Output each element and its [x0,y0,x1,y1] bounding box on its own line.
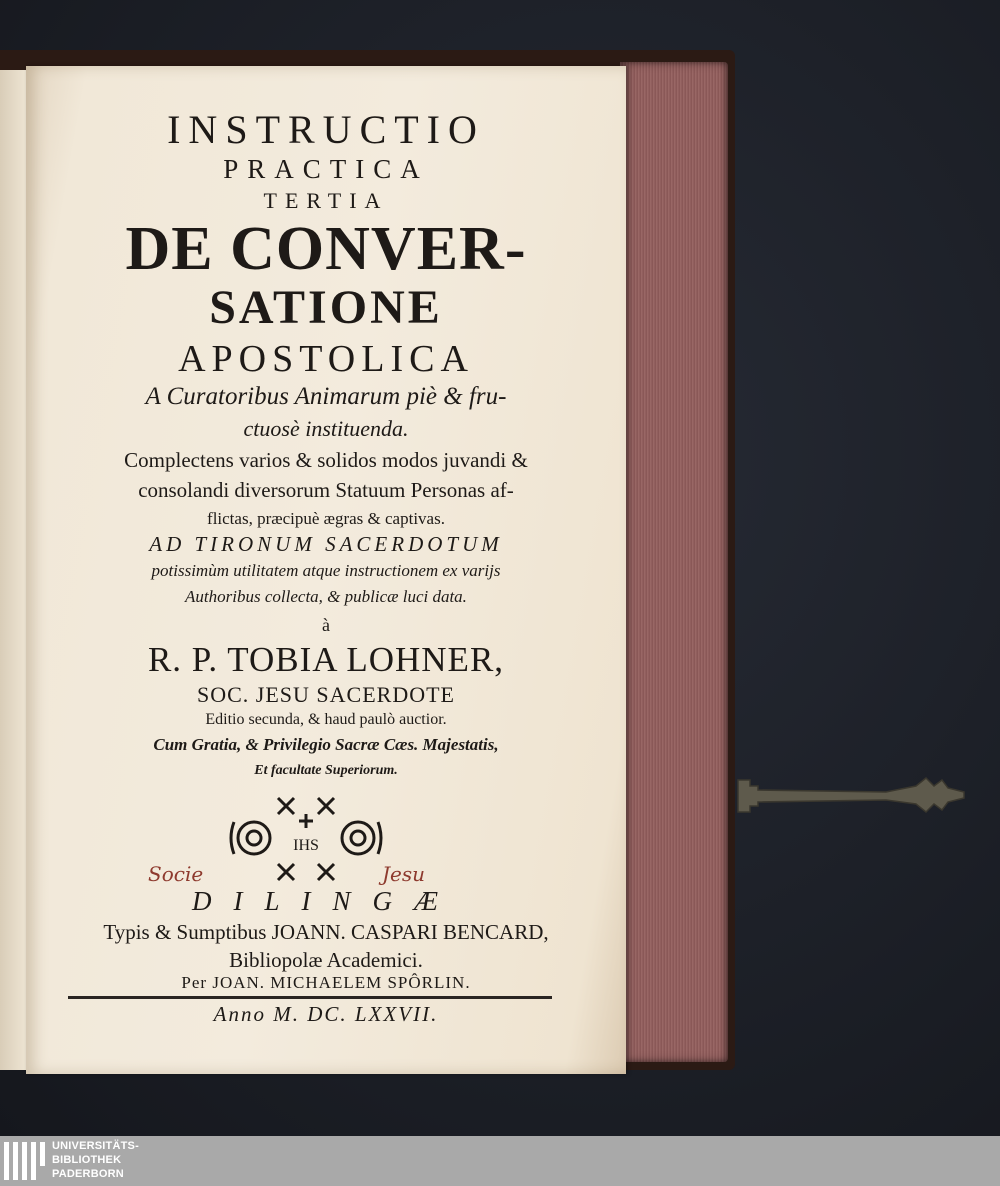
left-page-edge [0,70,28,1070]
title-page [26,66,626,1074]
divider-rule [68,996,552,999]
logo-line-3: PADERBORN [52,1168,124,1180]
ihs-emblem-icon [226,792,386,886]
logo-line-2: BIBLIOTHEK [52,1154,122,1166]
handwritten-note-left: Socie [148,862,204,886]
description-line-3: flictas, præcipuè ægras & captivas. [207,509,445,528]
subtitle-line-2: ctuosè instituenda. [243,416,409,441]
title-line-satione: SATIONE [209,281,443,334]
subtitle-line-1: A Curatoribus Animarum piè & fru- [145,383,507,410]
library-logo-icon [4,1140,48,1182]
author-name: R. P. TOBIA LOHNER, [147,640,505,679]
title-page-text [26,66,626,1074]
printer-line-1: Typis & Sumptibus JOANN. CASPARI BENCARD, [103,920,549,944]
author-order: SOC. JESU SACERDOTE [197,682,455,707]
dedication-line-2: potissimùm utilitatem atque instructionem ex varijs [151,561,501,580]
dedication-line-1: AD TIRONUM SACERDOTUM [149,532,503,556]
place-of-printing: DILINGÆ [191,886,460,916]
clasp-icon [736,772,966,816]
description-line-2: consolandi diversorum Statuum Personas af- [138,478,514,502]
title-line-practica: PRACTICA [223,154,429,184]
title-line-instructio: INSTRUCTIO [167,107,485,152]
printer-line-2: Bibliopolæ Academici. [229,948,423,972]
library-logo-text [52,1139,139,1181]
emblem-label: IHS [293,837,319,854]
description-line-1: Complectens varios & solidos modos juvandi & [124,448,528,472]
title-line-de-conver: DE CONVER- [125,215,527,283]
author-preposition: à [322,615,330,635]
title-line-apostolica: APOSTOLICA [178,338,474,380]
printer-line-3: Per JOAN. MICHAELEM SPÔRLIN. [181,973,471,992]
publication-year: Anno M. DC. LXXVII. [213,1002,439,1026]
logo-line-1: UNIVERSITÄTS- [52,1140,139,1152]
edition-note: Editio secunda, & haud paulò auctior. [205,711,447,728]
library-footer-bar [0,1136,1000,1186]
handwritten-note-right: Jesu [382,862,425,886]
permission-line: Et facultate Superiorum. [254,763,398,778]
book-fore-edge [620,62,728,1062]
title-line-tertia: TERTIA [263,188,389,213]
dedication-line-3: Authoribus collecta, & publicæ luci data. [185,587,467,606]
privilege-line: Cum Gratia, & Privilegio Sacræ Cæs. Majestatis, [153,735,499,754]
